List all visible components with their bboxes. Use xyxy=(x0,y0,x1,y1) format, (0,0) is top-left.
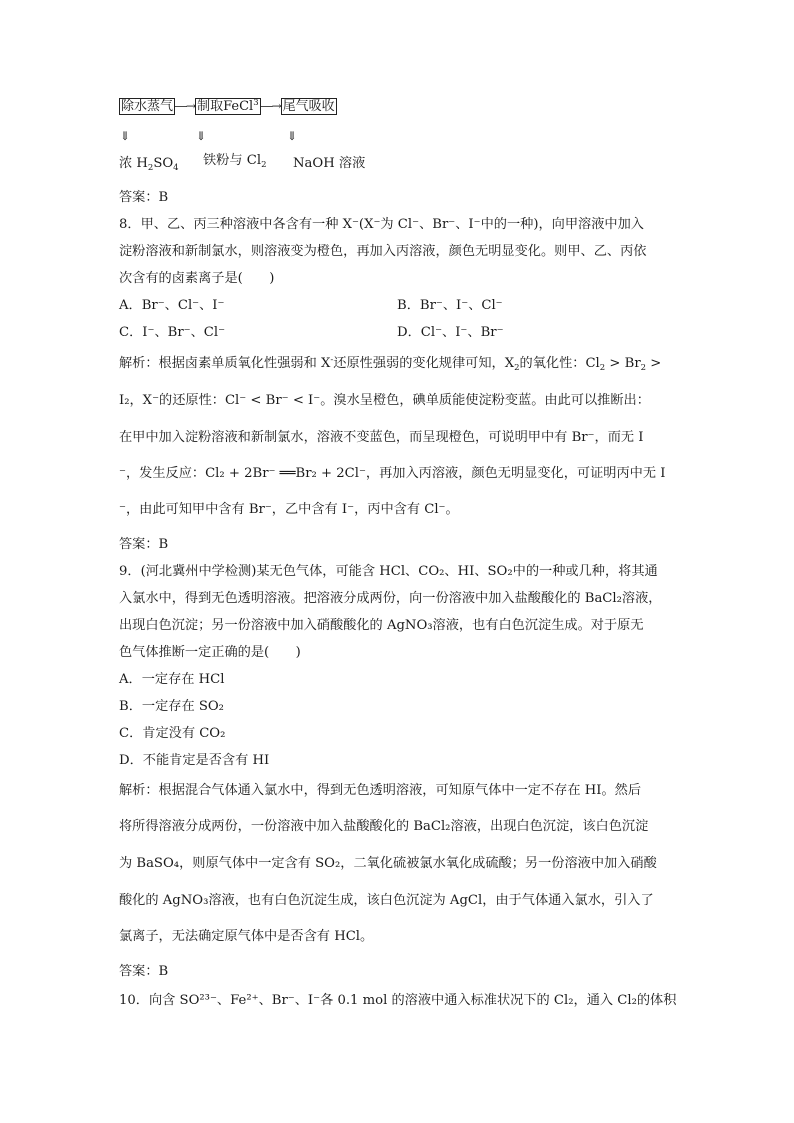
q8-option-c: C．I⁻、Br⁻、Cl⁻ xyxy=(119,325,226,340)
answer-8: 答案：B xyxy=(119,537,169,552)
q9-option-d: D．不能肯定是否含有 HI xyxy=(119,753,270,768)
q9-line-2: 入氯水中，得到无色透明溶液。把溶液分成两份，向一份溶液中加入盐酸酸化的 BaCl₂溶液， xyxy=(119,591,662,606)
down-arrow-3: ⇓ xyxy=(287,129,298,143)
reagent-naoh: NaOH 溶液 xyxy=(293,156,366,171)
down-arrow-1: ⇓ xyxy=(120,129,131,143)
q9-solution-1: 解析：根据混合气体通入氯水中，得到无色透明溶液，可知原气体中一定不存在 HI。然后 xyxy=(119,783,642,798)
q9-solution-5: 氯离子，无法确定原气体中是否含有 HCl。 xyxy=(119,929,374,944)
reagent-fe-cl2: 铁粉与 $Cl_2$ xyxy=(203,153,267,170)
q10-line-1: 10．向含 SO²³⁻、Fe²⁺、Br⁻、I⁻各 0.1 mol 的溶液中通入标准状况下的 Cl₂，通入 Cl₂的体积 xyxy=(119,993,677,1008)
q8-line-2: 淀粉溶液和新制氯水，则溶液变为橙色，再加入丙溶液，颜色无明显变化。则甲、乙、丙依 xyxy=(119,244,647,259)
reagent-h2so4: 浓 $H_2SO_4$ xyxy=(119,156,179,173)
q9-line-3: 出现白色沉淀；另一份溶液中加入硝酸酸化的 AgNO₃溶液，也有白色沉淀生成。对于原无 xyxy=(119,618,644,633)
q9-line-4: 色气体推断一定正确的是( ) xyxy=(119,645,301,660)
down-arrow-2: ⇓ xyxy=(196,129,207,143)
q8-solution-1: 解析：根据卤素单质氧化性强弱和 X-还原性强弱的变化规律可知，$X_2$的氧化性：$Cl_2 > Br_2$ > xyxy=(119,355,662,373)
q9-option-a: A．一定存在 HCl xyxy=(119,672,225,687)
q8-option-b: B．Br⁻、I⁻、Cl⁻ xyxy=(397,298,503,313)
q9-option-b: B．一定存在 SO₂ xyxy=(119,699,224,714)
flow-arrow-2: ―→ xyxy=(260,99,281,113)
q8-solution-5: ⁻，由此可知甲中含有 Br⁻，乙中含有 I⁻，丙中含有 Cl⁻。 xyxy=(119,502,459,517)
q9-solution-4: 酸化的 AgNO₃溶液，也有白色沉淀生成，该白色沉淀为 AgCl，由于气体通入氯水，引入了 xyxy=(119,893,654,908)
answer-9: 答案：B xyxy=(119,964,169,979)
q9-line-1: 9．(河北冀州中学检测)某无色气体，可能含 HCl、CO₂、HI、SO₂中的一种或几种，将其通 xyxy=(119,564,658,579)
q8-option-a: A．Br⁻、Cl⁻、I⁻ xyxy=(119,298,225,313)
q9-solution-3: 为 BaSO₄，则原气体中一定含有 SO₂，二氧化硫被氯水氧化成硫酸；另一份溶液中加入硝酸 xyxy=(119,856,657,871)
q8-solution-4: ⁻，发生反应：Cl₂ + 2Br⁻ ══Br₂ + 2Cl⁻，再加入丙溶液，颜色无明显变化，可证明丙中无 I xyxy=(119,466,666,481)
q8-option-d: D．Cl⁻、I⁻、Br⁻ xyxy=(397,325,504,340)
q8-line-1: 8．甲、乙、丙三种溶液中各含有一种 X⁻(X⁻为 Cl⁻、Br⁻、I⁻中的一种)，向甲溶液中加入 xyxy=(119,217,644,232)
answer-7: 答案：B xyxy=(119,190,169,205)
q8-solution-2: I₂，X⁻的还原性：Cl⁻ < Br⁻ < I⁻。溴水呈橙色，碘单质能使淀粉变蓝。由此可以推断出： xyxy=(119,393,650,408)
q9-option-c: C．肯定没有 CO₂ xyxy=(119,726,226,741)
flow-step-make-fecl3: 制取FeCl$^3$ xyxy=(197,98,259,114)
q9-solution-2: 将所得溶液分成两份，一份溶液中加入盐酸酸化的 BaCl₂溶液，出现白色沉淀，该白色沉淀 xyxy=(119,819,649,834)
flow-diagram xyxy=(119,97,337,116)
flow-step-tail-gas: 尾气吸收 xyxy=(282,99,335,114)
flow-arrow-1: ―→ xyxy=(175,99,196,113)
q8-solution-3: 在甲中加入淀粉溶液和新制氯水，溶液不变蓝色，而呈现橙色，可说明甲中有 Br⁻，而无 I xyxy=(119,430,644,445)
flow-step-dehydrate: 除水蒸气 xyxy=(121,99,174,114)
q8-line-3: 次含有的卤素离子是( ) xyxy=(119,271,275,286)
